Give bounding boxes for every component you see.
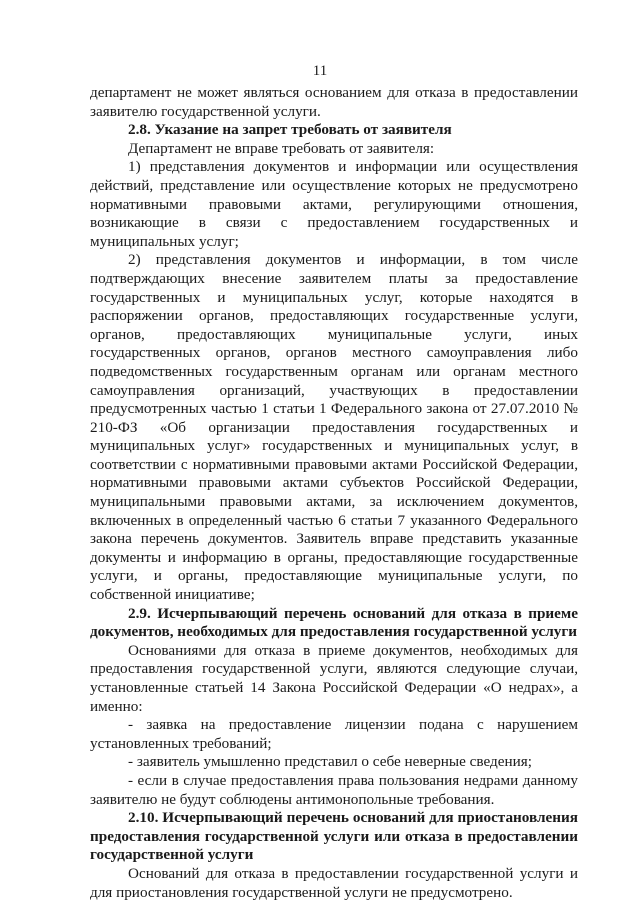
document-body	[90, 84, 578, 902]
paragraph-grounds: Основаниями для отказа в приеме документов, необходимых для предоставления государственной услуги, являются следующие случаи, установленные статьей 14 Закона Российской Федерации «О недрах», а именно:	[90, 641, 578, 715]
section-heading-2-8: 2.8. Указание на запрет требовать от заявителя	[128, 121, 452, 139]
bullet-item-2: - заявитель умышленно представил о себе неверные сведения;	[128, 753, 532, 771]
page-number: 11	[312, 63, 328, 79]
list-item-2: 2) представления документов и информации, в том числе подтверждающих внесение заявителем платы за предоставление государственных и муниципальных услуг, которые находятся в распоряжении органов, предоставляющих государственные услуги, органов, предоставляющих муниципальные услуги, иных государственных органов, органов местного самоуправления либо подведомственных государственным органам или органам местного самоуправления организаций, участвующих в предоставлении предусмотренных частью 1 статьи 1 Федерального закона от 27.07.2010 № 210-ФЗ «Об организации предоставления государственных и муниципальных услуг» государственных и муниципальных услуг, в соответствии с нормативными правовыми актами Российской Федерации, нормативными правовыми актами субъектов Российской Федерации, муниципальными правовыми актами, за исключением документов, включенных в определенный частью 6 статьи 7 указанного Федерального закона перечень документов. Заявитель вправе представить указанные документы и информацию в органы, предоставляющие государственные услуги, и органы, предоставляющие муниципальные услуги, по собственной инициативе;	[90, 251, 578, 604]
paragraph-final: Оснований для отказа в предоставлении государственной услуги и для приостановления государственной услуги не предусмотрено.	[90, 864, 578, 901]
section-heading-2-10: 2.10. Исчерпывающий перечень оснований для приостановления предоставления государственной услуги или отказа в предоставлении государственной услуги	[90, 809, 578, 864]
paragraph-intro: Департамент не вправе требовать от заявителя:	[128, 139, 435, 157]
list-item-1: 1) представления документов и информации или осуществления действий, представление или осуществление которых не предусмотрено нормативными правовыми актами, регулирующими отношения, возникающие в связи с предоставлением государственных и муниципальных услуг;	[90, 158, 578, 250]
bullet-item-3: - если в случае предоставления права пользования недрами данному заявителю не будут соблюдены антимонопольные требования.	[90, 771, 578, 808]
bullet-item-1: - заявка на предоставление лицензии подана с нарушением установленных требований;	[90, 716, 578, 752]
paragraph-continuation: департамент не может являться основанием для отказа в предоставлении заявителю государственной услуги.	[90, 84, 578, 120]
section-heading-2-9: 2.9. Исчерпывающий перечень оснований для отказа в приеме документов, необходимых для предоставления государственной услуги	[90, 604, 578, 641]
